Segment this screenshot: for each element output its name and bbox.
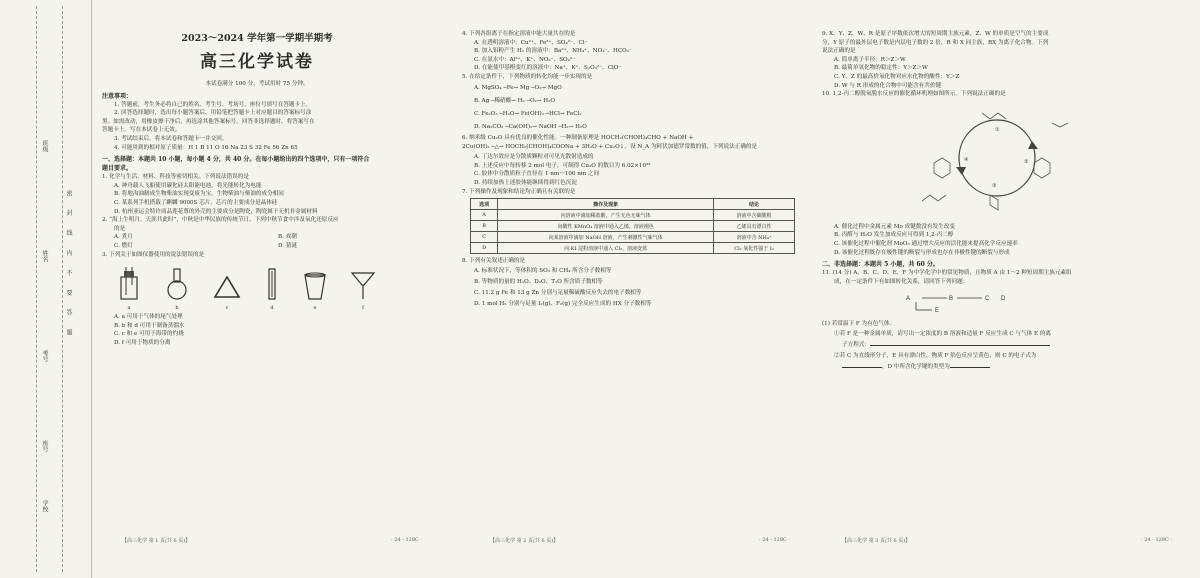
apparatus-figure <box>116 267 442 311</box>
exam-intro: 本试卷满分 100 分，考试用时 75 分钟。 <box>205 81 309 87</box>
option: D. 杭州亚运会特许商品莲花尊的外壳的主要成分是陶瓷，陶瓷属于无机非金属材料 <box>114 208 318 215</box>
page-footer <box>490 537 790 544</box>
page-3 <box>812 0 1200 578</box>
svg-text:E: E <box>935 308 940 315</box>
option-row <box>102 242 442 251</box>
table-cell: 向 KI 淀粉溶液中通入 Cl₂，溶液变蓝 <box>498 243 714 254</box>
funnel-icon <box>350 267 376 311</box>
table-cell: 向酸性 KMnO₄ 溶液中通入乙烯，溶液褪色 <box>498 221 714 232</box>
option: C. c 和 e 可用于海带的灼烧 <box>114 331 184 338</box>
exam-year: 2023～2024 学年第一学期半期考 <box>181 33 333 44</box>
question-6-cont: 2Cu(OH)₂ ─△→ HOCH₂(CHOH)₄COONa + 3H₂O + Cu₂O↓，设 N_A 为阿伏加德罗常数的值，下列说法正确的是 <box>462 144 758 151</box>
question-6: 6. 纳米级 Cu₂O 具有优良的催化性能。一种制备原理是 HOCH₂(CHOH)₄CHO + NaOH + <box>462 134 694 141</box>
question-11-sub-cont <box>822 362 1190 373</box>
footer-page: 【高三化学 第 3 页(共 6 页)】 <box>842 538 911 544</box>
table-cell: 向溶液中滴加稀盐酸，产生无色无味气体 <box>498 210 714 221</box>
option: C. 该催化过程中催化剂 MoO₃ 通过增大反应的活化能来提高化学反应速率 <box>834 240 1018 247</box>
option: D. f 可用于物质的分离 <box>114 339 171 346</box>
table-cell: 乙烯具有漂白性 <box>714 221 795 232</box>
svg-text:B: B <box>949 296 954 303</box>
table-cell: 溶液中含 NH₄⁺ <box>714 232 795 243</box>
svg-text:①: ① <box>995 126 1000 133</box>
seal-line <box>36 6 37 572</box>
page-2 <box>450 0 812 578</box>
margin-label: 座号 <box>41 440 48 452</box>
table-row <box>471 243 795 254</box>
table-row <box>471 232 795 243</box>
note-line: 黑。如需改动，用橡皮擦干净后，再选涂其他答案标号。回答非选择题时，将答案写在 <box>102 118 315 125</box>
option: D. 1 mol H₂ 分别与足量 I₂(g)、F₂(g) 完全反应生成的 HX 分子数相等 <box>474 300 652 307</box>
option: C. 胶体中分散质粒子直径在 1 nm～100 nm 之间 <box>474 171 600 178</box>
option: D. Na₂CO₃ ─Ca(OH)₂→ NaOH ─H₂→ H₂O <box>474 123 587 130</box>
option: A. 在透明溶液中：Cu²⁺、Fe³⁺、SO₄²⁻、Cl⁻ <box>474 39 588 46</box>
triangle-icon <box>212 267 242 311</box>
answer-blank[interactable] <box>950 367 990 368</box>
apparatus-label: c <box>225 305 229 312</box>
question-9-cont: 分，Y 原子的最外层电子数是内层电子数的 2 倍，R 和 X 同主族，RX 为离子化合物。下列 <box>822 39 1049 46</box>
option: D. 猜谜 <box>278 242 298 249</box>
svg-text:C: C <box>985 296 990 303</box>
option: D. 持续加热上述胶体能继续得到红色沉淀 <box>474 179 577 186</box>
question-2-cont: 的是 <box>114 225 126 232</box>
footer-code: · 24 - 129C · <box>1141 537 1172 543</box>
question-9-cont: 说法正确的是 <box>822 48 856 55</box>
question-4: 4. 下列各组离子在指定溶液中能大量共存的是 <box>462 31 576 37</box>
section-heading-cont: 题目要求。 <box>102 165 133 173</box>
option: C. 某系列手机搭载了麒麟 9000S 芯片，芯片的主要成分是晶体硅 <box>114 199 278 206</box>
page-footer <box>842 537 1172 544</box>
question-11-sub-text: 子方程式： <box>842 341 870 348</box>
question-9: 9. X、Y、Z、W、R 是原子序数依次增大的短周期主族元素，Z、W 的单质是空气的主要成 <box>822 31 1049 37</box>
option: B. 戏潮 <box>278 234 297 241</box>
option: C. 燃灯 <box>114 242 133 249</box>
question-5: 5. 在给定条件下，下列物质的转化均能一步实现的是 <box>462 73 593 80</box>
note-line: 4. 可能用到的相对原子质量：H 1 B 11 O 16 Na 23 S 32 Fe 56 Zn 65 <box>114 144 298 151</box>
apparatus-label: d <box>270 305 274 312</box>
table-row <box>471 210 795 221</box>
option: B. 将地沟油制成生物柴油实现变废为宝，生物柴油与柴油的成分相同 <box>114 191 284 198</box>
margin-label: 姓名 <box>41 250 48 262</box>
crucible-icon <box>302 267 328 311</box>
option: D. 该催化过程既存在极性键的断裂与形成也存在非极性键的断裂与形成 <box>834 249 1010 256</box>
round-flask-icon <box>164 267 190 311</box>
option: B. 上述反应中每转移 2 mol 电子，可制得 Cu₂O 的数目为 6.02×10²³ <box>474 162 651 169</box>
svg-text:②: ② <box>1024 158 1029 165</box>
apparatus-label: f <box>362 305 364 312</box>
option: C. Y、Z 的最高价氧化物对应水化物的酸性：Y＞Z <box>834 73 960 80</box>
answer-blank[interactable] <box>842 367 882 368</box>
table-cell: B <box>471 221 498 232</box>
option: B. 加入铝粉产生 H₂ 的溶液中：Ba²⁺、NH₄⁺、NO₃⁻、HCO₃⁻ <box>474 48 632 55</box>
question-10: 10. 1,2-丙二醇脱氧脱水反应的催化循环机理如图所示。下列说法正确的是 <box>822 91 1006 98</box>
table-cell: D <box>471 243 498 254</box>
option: B. 最简单氢化物的稳定性：Y＞Z＞W <box>834 65 928 72</box>
svg-text:A: A <box>906 296 911 303</box>
option: A. MgSO₄ ─Fe→ Mg ─O₂→ MgO <box>474 84 562 91</box>
footer-page: 【高三化学 第 1 页(共 6 页)】 <box>122 538 191 544</box>
note-line: 1. 答题前，考生务必将自己的姓名、考生号、考场号、座位号填写在答题卡上。 <box>114 101 312 108</box>
svg-text:③: ③ <box>992 182 997 189</box>
seal-line <box>62 6 63 572</box>
question-7: 7. 下列操作及现象和结论均正确且有关联的是 <box>462 188 576 195</box>
apparatus-label: b <box>175 305 179 312</box>
apparatus-label: a <box>127 305 131 312</box>
option: B. Ag ─稀硝酸→ H₂ ─O₂→ H₂O <box>474 97 555 104</box>
answer-blank[interactable] <box>870 345 1050 346</box>
option: B. b 和 d 可用于制备蒸馏水 <box>114 322 185 329</box>
question-11-sub: ①若 F 是一种金属单质，请写出一定浓度的 B 溶液和适量 F 反应生成 C 与气体 E 的离 <box>834 330 1052 337</box>
experiment-table <box>470 198 795 254</box>
footer-page: 【高三化学 第 2 页(共 6 页)】 <box>490 538 559 544</box>
question-2: 2. “海上生明月，天涯共此时”，中秋是中华民族的传统节日。下列中秋节食中涉及氧化还原反应 <box>102 217 339 224</box>
table-header-cell: 选项 <box>471 199 498 210</box>
option: D. 在能使甲基橙变红的溶液中：Na⁺、K⁺、S₂O₃²⁻、ClO⁻ <box>474 65 622 72</box>
section-heading: 二、非选择题：本题共 5 小题，共 60 分。 <box>822 261 939 269</box>
question-11-cont: 成，在一定条件下有如图转化关系，请回答下列问题： <box>834 278 969 285</box>
gas-bottle-icon <box>116 267 142 311</box>
svg-text:D: D <box>1001 296 1006 303</box>
question-11-sub-text: ，D 中所含化学键的类型为 <box>882 363 950 370</box>
table-cell: 向某溶液中滴加 NaOH 溶液，产生刺激性气味气体 <box>498 232 714 243</box>
note-line: 2. 回答选择题时，选出每小题答案后，用铅笔把答题卡上对应题目的答案标号涂 <box>114 110 312 117</box>
option-row <box>102 233 442 242</box>
condenser-icon <box>264 267 280 311</box>
table-header-cell: 结论 <box>714 199 795 210</box>
note-line: 3. 考试结束后，将本试卷和答题卡一并交回。 <box>114 135 228 142</box>
margin-label: 学校 <box>41 500 48 512</box>
option: C. Fe₂O₃ ─H₂O→ Fe(OH)₂ ─HCl→ FeCl₂ <box>474 110 582 117</box>
option: C. 在氨水中：Al³⁺、K⁺、NO₃⁻、SO₄²⁻ <box>474 56 576 63</box>
page-footer <box>122 537 422 544</box>
margin-label: 考号 <box>41 350 48 362</box>
table-header <box>471 199 795 210</box>
question-11-sub: ②若 C 为直线形分子，E 具有漂白性，物质 F 焰色反应呈黄色，则 C 的电子式为 <box>834 352 1037 359</box>
option: A. 丁达尔效应是分散质颗粒对可见光散射造成的 <box>474 154 594 161</box>
margin-label: 班级 <box>41 140 48 152</box>
svg-text:④: ④ <box>964 156 969 163</box>
table-cell: Cl₂ 氧化性强于 I₂ <box>714 243 795 254</box>
option: A. 标准状况下，等体积的 SO₃ 和 CH₄ 所含分子数相等 <box>474 267 612 274</box>
question-3: 3. 下列关于如图仪器使用的说法错误的是 <box>102 251 205 258</box>
footer-code: · 24 - 129C · <box>391 537 422 543</box>
question-11: 11. (14 分) A、B、C、D、E、F 为中学化学中的常见物质，且物质 A 由 1～2 种短周期主族元素组 <box>822 270 1072 277</box>
question-11-sub-cont <box>822 340 1190 351</box>
table-cell: C <box>471 232 498 243</box>
option: C. 11.2 g Fe 和 13 g Zn 分别与足量稀硫酸反应失去的电子数相等 <box>474 289 642 296</box>
option: A. 神舟载人飞船使用碳化硅太阳能电池，将光能转化为电能 <box>114 182 262 189</box>
table-header-cell: 操作及现象 <box>498 199 714 210</box>
page-1 <box>92 0 450 578</box>
seal-text: 密 封 线 内 不 要 答 题 <box>65 190 72 342</box>
apparatus-label: e <box>313 305 317 312</box>
question-8: 8. 下列有关叙述正确的是 <box>462 258 526 265</box>
catalytic-cycle-diagram <box>912 103 1190 217</box>
question-11-part: (1) 若常温下 F 为有色气体。 <box>822 321 896 328</box>
option: A. 简单离子半径：R＞Z＞W <box>834 56 906 63</box>
exam-title: 高三化学试卷 <box>200 52 314 72</box>
option: B. 等物质的量的 H₂O、D₂O、T₂O 所含质子数相等 <box>474 278 603 285</box>
section-heading: 一、选择题：本题共 10 小题，每小题 4 分，共 40 分。在每小题给出的四个选项中，只有一项符合 <box>102 156 370 164</box>
table-row <box>471 221 795 232</box>
option: D. W 与 R 形成的化合物中可能含有共价键 <box>834 82 942 89</box>
footer-code: · 24 - 129C · <box>759 537 790 543</box>
note-line: 答题卡上。写在本试卷上无效。 <box>102 127 181 134</box>
option: A. 催化过程中金属元素 Mo 成键数没有发生改变 <box>834 223 955 230</box>
question-1: 1. 化学与生活、材料、科技等密切相关。下列说法错误的是 <box>102 174 249 181</box>
table-cell: A <box>471 210 498 221</box>
conversion-diagram <box>902 288 1190 318</box>
option: A. 煮月 <box>114 234 133 241</box>
option: B. 丙醛与 H₂O 发生加成反应可得到 1,2-丙二醇 <box>834 232 954 239</box>
option: A. a 可用于气体的尾气处理 <box>114 314 183 321</box>
table-cell: 溶液中含碳酸根 <box>714 210 795 221</box>
notes-title: 注意事项： <box>102 92 133 100</box>
